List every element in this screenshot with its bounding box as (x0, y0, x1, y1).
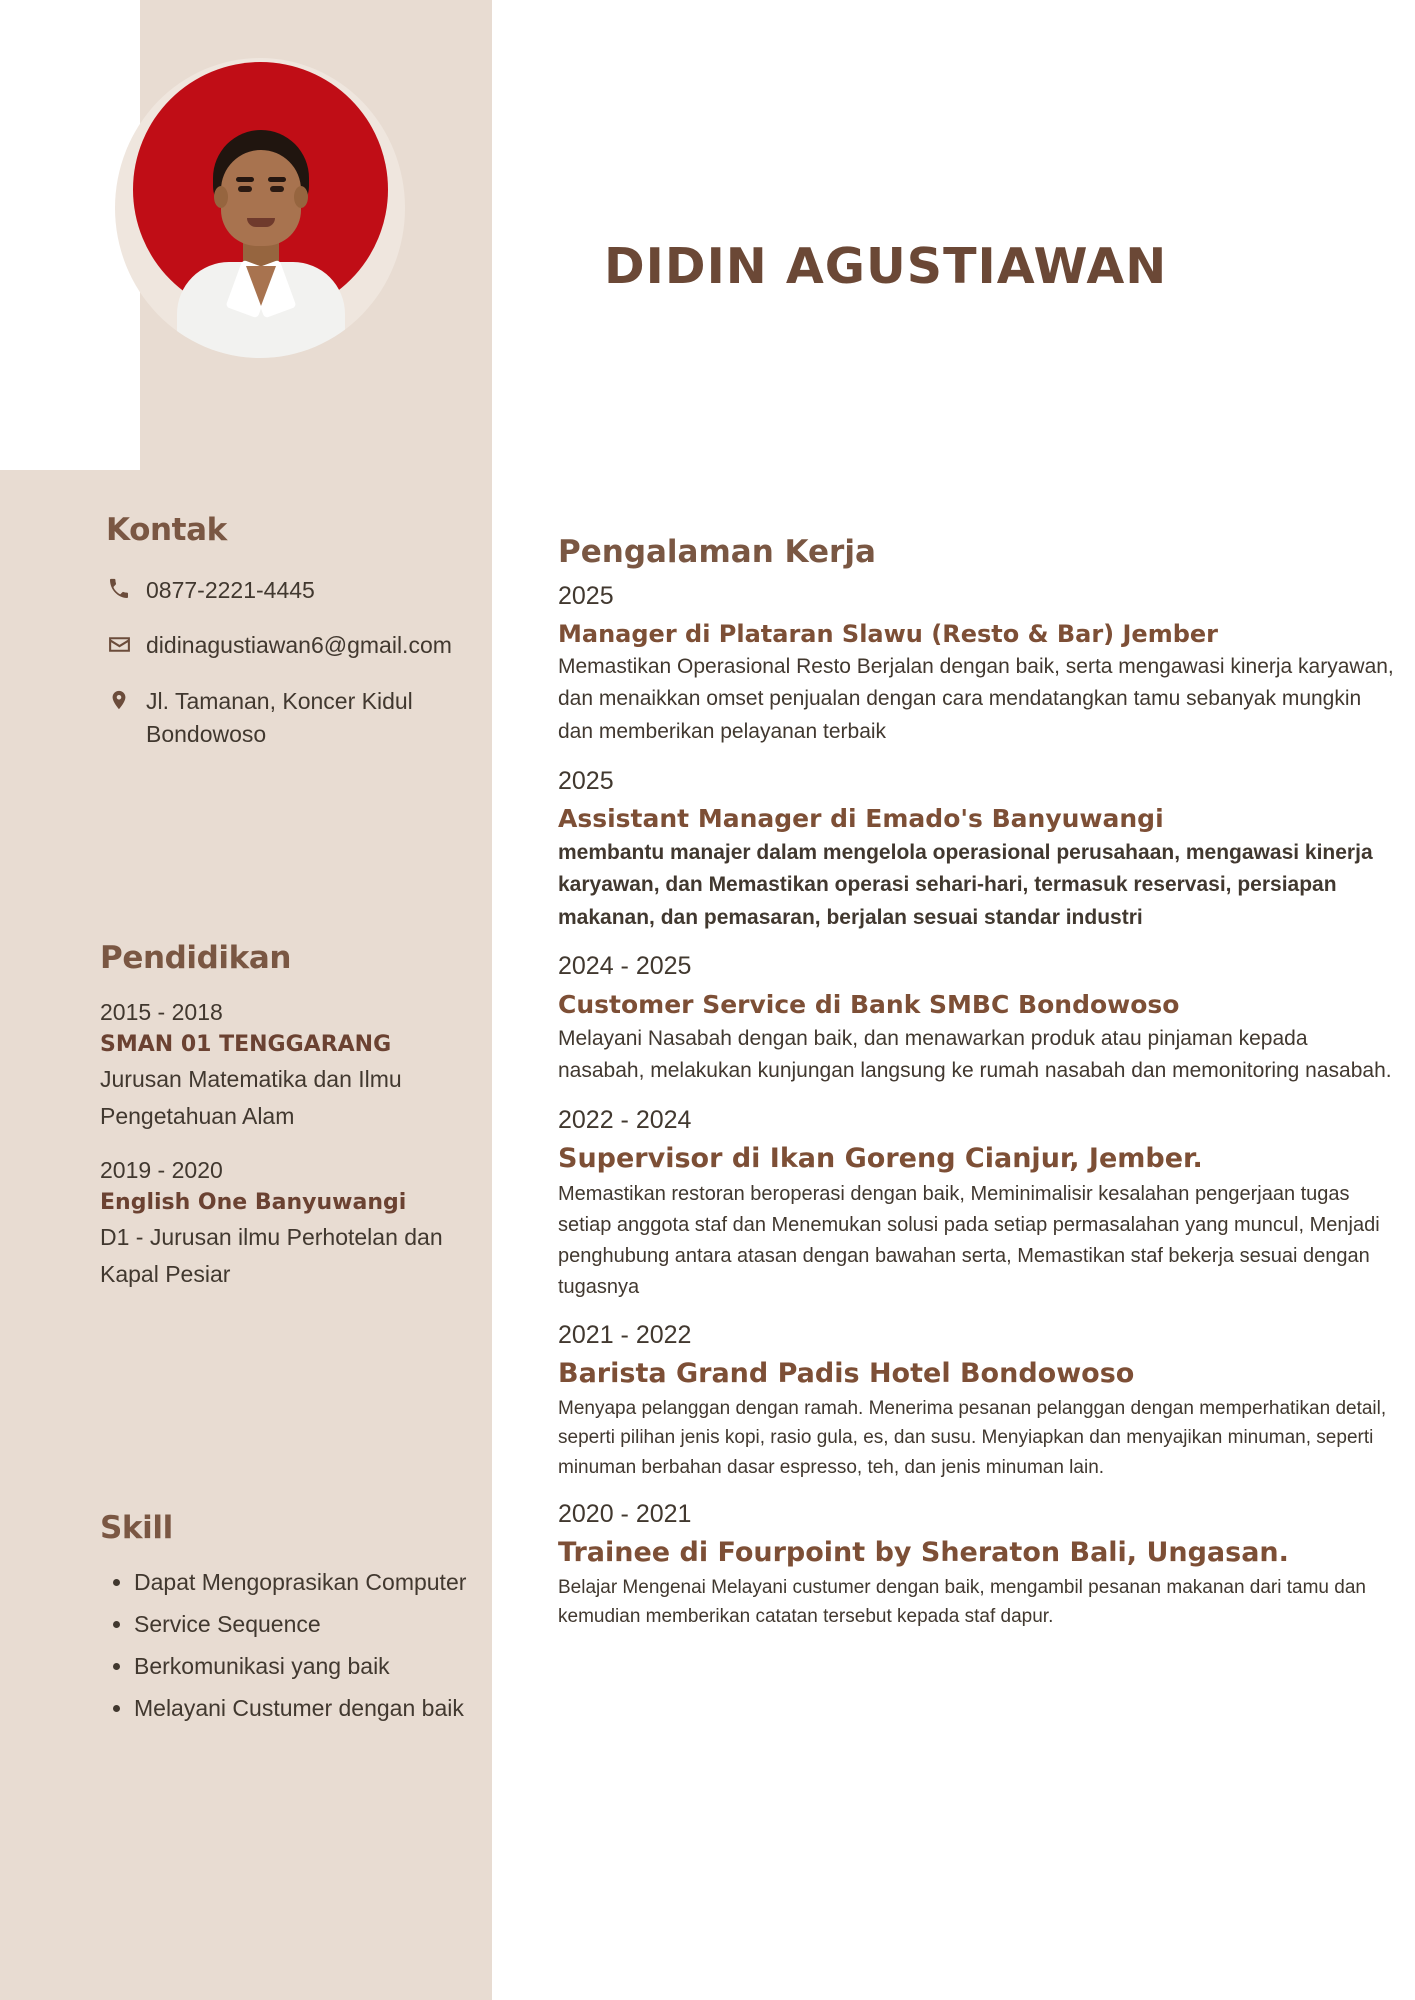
education-item (100, 1156, 480, 1292)
experience-list (558, 578, 1398, 1646)
list-item: • Berkomunikasi yang baik (134, 1648, 480, 1686)
job-title: Supervisor di Ikan Goreng Cianjur, Jember. (558, 1143, 1203, 1175)
location-pin-icon (106, 687, 132, 713)
list-item: • Service Sequence (134, 1606, 480, 1644)
job-description: Memastikan restoran beroperasi dengan baik, Meminimalisir kesalahan pengerjaan tugas setiap anggota staf dan Menemukan solusi pada setiap permasalahan yang muncul, Menjadi penghubung antara atasan dengan bawahan serta, Memastikan staf bekerja sesuai dengan tugasnya (558, 1182, 1380, 1298)
experience-item (558, 578, 1398, 749)
education-title: Pendidikan (100, 940, 292, 976)
job-description: Memastikan Operasional Resto Berjalan dengan baik, serta mengawasi kinerja karyawan, dan menaikkan omset penjualan dengan cara mendatangkan tamu sebanyak mungkin dan memberikan pelayanan terbaik (558, 654, 1394, 743)
job-years: 2024 - 2025 (558, 952, 692, 981)
education-years: 2019 - 2020 (100, 1157, 223, 1184)
experience-item (558, 1317, 1398, 1482)
job-years: 2025 (558, 766, 614, 795)
experience-item (558, 763, 1398, 935)
contact-email-value: didinagustiawan6@gmail.com (146, 632, 452, 659)
list-item: • Dapat Mengoprasikan Computer (134, 1564, 480, 1602)
skill-section (100, 1510, 480, 1732)
job-years: 2025 (558, 582, 614, 610)
sidebar (0, 0, 492, 2000)
job-years: 2020 - 2021 (558, 1499, 692, 1528)
skill-title: Skill (100, 1510, 173, 1546)
job-title: Manager di Plataran Slawu (Resto & Bar) Jember (558, 619, 1219, 648)
contact-list (106, 574, 476, 751)
job-description: Melayani Nasabah dengan baik, dan menawarkan produk atau pinjaman kepada nasabah, melakukan kunjungan langsung ke rumah nasabah dan memonitoring nasabah. (558, 1026, 1392, 1083)
main-content (492, 0, 1415, 2000)
experience-title: Pengalaman Kerja (558, 533, 876, 570)
job-years: 2021 - 2022 (558, 1320, 692, 1349)
job-description: membantu manajer dalam mengelola operasional perusahaan, mengawasi kinerja karyawan, dan Memastikan operasi sehari-hari, termasuk reservasi, persiapan makanan, dan pemasaran, berjalan sesuai standar industri (558, 840, 1373, 929)
education-description: Jurusan Matematika dan Ilmu Pengetahuan Alam (100, 1065, 402, 1129)
contact-item-phone (106, 574, 476, 607)
experience-item (558, 1496, 1398, 1632)
contact-item-email (106, 629, 476, 662)
education-school: SMAN 01 TENGGARANG (100, 1031, 392, 1057)
education-section (100, 940, 480, 1293)
contact-section (106, 512, 476, 773)
avatar (115, 58, 405, 358)
job-description: Menyapa pelanggan dengan ramah. Menerima pesanan pelanggan dengan memperhatikan detail, seperti pilihan jenis kopi, rasio gula, es, dan susu. Menyiapkan dan menyajikan minuman, seperti minuman berbahan dasar espresso, teh, dan jenis minuman lain. (558, 1397, 1387, 1478)
job-title: Customer Service di Bank SMBC Bondowoso (558, 989, 1180, 1019)
experience-item (558, 948, 1398, 1087)
experience-item (558, 1102, 1398, 1303)
phone-icon (106, 576, 132, 602)
job-description: Belajar Mengenai Melayani custumer dengan baik, mengambil pesanan makanan dari tamu dan kemudian memberikan catatan tersebut kepada staf dapur. (558, 1576, 1366, 1628)
education-description: D1 - Jurusan ilmu Perhotelan dan Kapal Pesiar (100, 1224, 443, 1288)
job-title: Trainee di Fourpoint by Sheraton Bali, Ungasan. (558, 1537, 1289, 1569)
portrait-illustration (115, 58, 405, 358)
contact-address-value: Jl. Tamanan, Koncer Kidul Bondowoso (146, 687, 413, 748)
mail-icon (106, 631, 132, 657)
contact-item-address (106, 685, 476, 752)
job-title: Assistant Manager di Emado's Banyuwangi (558, 804, 1164, 834)
page-title: DIDIN AGUSTIAWAN (604, 237, 1168, 295)
job-title: Barista Grand Padis Hotel Bondowoso (558, 1358, 1135, 1390)
list-item: • Melayani Custumer dengan baik (134, 1690, 480, 1728)
job-years: 2022 - 2024 (558, 1105, 692, 1134)
skill-list (100, 1564, 480, 1728)
contact-phone-value: 0877-2221-4445 (146, 577, 315, 603)
education-years: 2015 - 2018 (100, 999, 223, 1025)
contact-title: Kontak (106, 512, 227, 548)
education-school: English One Banyuwangi (100, 1190, 407, 1216)
education-item (100, 998, 480, 1134)
